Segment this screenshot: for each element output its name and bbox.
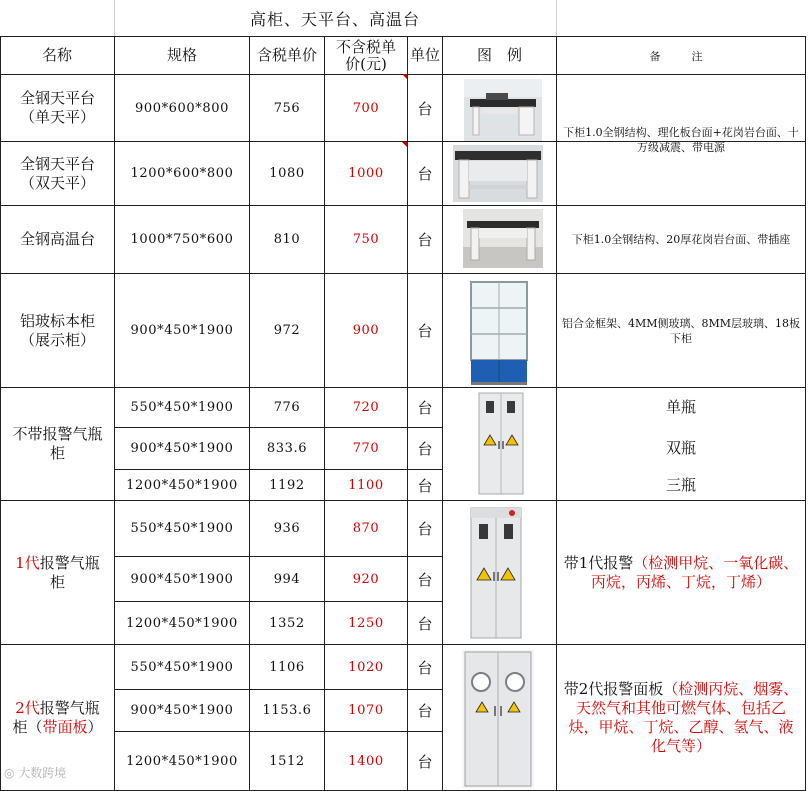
product-spec: 900*600*800 — [134, 100, 230, 116]
product-unit: 台 — [417, 165, 433, 183]
gas-row-unit: 台 — [417, 702, 433, 720]
gas-group-note-text — [563, 680, 799, 756]
header-name: 名称 — [41, 46, 72, 64]
product-price-tax: 810 — [273, 232, 301, 247]
product-spec: 1200*600*800 — [130, 166, 234, 181]
gas-row-price-notax: 1070 — [348, 703, 384, 718]
watermark-text: 大数跨境 — [18, 766, 67, 780]
product-price-notax: 900 — [352, 323, 380, 338]
gas-row-note: 单瓶 — [665, 398, 696, 416]
gas-group-note-text — [563, 554, 799, 592]
note-high-temp: 下柜1.0全钢结构、20厚花岗岩台面、带插座 — [571, 233, 791, 246]
gas-row-price-notax: 770 — [352, 441, 380, 456]
product-spec: 1000*750*600 — [130, 232, 234, 247]
product-price-notax: 700 — [352, 100, 380, 116]
balance-table-double-icon — [453, 145, 543, 202]
gas-row-unit: 台 — [417, 476, 433, 495]
gas-row-price-notax: 1100 — [348, 477, 384, 493]
gas-group-name-main: 报警气瓶 — [39, 553, 100, 572]
gas-row-unit: 台 — [417, 440, 433, 458]
gas-row-price-tax: 1192 — [269, 477, 305, 493]
gas-group-name-close: ） — [87, 717, 103, 736]
product-name-line2: （单天平） — [19, 108, 95, 126]
balance-table-icon — [464, 79, 542, 141]
gas-row-price-notax: 1020 — [348, 659, 384, 675]
gas-group-name — [1, 501, 114, 644]
note-balance: 下柜1.0全钢结构、理化板台面+花岗岩台面、十万级减震、带电源 — [563, 126, 799, 154]
product-unit: 台 — [417, 231, 433, 249]
watermark-logo-icon: ◎ — [4, 766, 19, 780]
gas-row-spec: 550*450*1900 — [130, 521, 234, 536]
gas-row-spec: 1200*450*1900 — [126, 753, 238, 769]
gas-row-price-notax: 1250 — [348, 615, 384, 631]
gas-group-name-line2: 柜 — [49, 572, 65, 591]
gas-group-gen-label: 2代 — [15, 698, 40, 717]
gas-row-price-tax: 1153.6 — [262, 703, 312, 718]
gas-group-name-line1 — [15, 554, 100, 573]
gas-group-note-detail: （检测甲烷、一氧化碳、丙烷，丙烯、丁烷，丁烯） — [590, 553, 799, 591]
gas-row-unit: 台 — [417, 752, 433, 771]
display-cabinet-icon — [468, 278, 530, 386]
gas-row-price-tax: 776 — [273, 400, 301, 415]
gas-group-name — [1, 388, 114, 500]
header-image: 图 例 — [476, 46, 522, 64]
gas-row-spec: 900*450*1900 — [130, 571, 234, 587]
gas-row-spec: 1200*450*1900 — [126, 615, 238, 631]
gas-row-note: 双瓶 — [665, 439, 696, 457]
gas-row-unit: 台 — [417, 658, 433, 677]
gas-row-price-tax: 994 — [273, 571, 301, 587]
gas-row-price-notax: 720 — [352, 400, 380, 415]
gas-row-spec: 550*450*1900 — [130, 400, 234, 415]
header-price-notax-line2: 价(元) — [345, 54, 387, 73]
gas-group-gen-label: 1代 — [15, 553, 40, 572]
gas-group-name-line2 — [12, 718, 102, 737]
grid-line — [442, 36, 443, 791]
product-spec: 900*450*1900 — [130, 323, 234, 338]
product-price-tax: 972 — [273, 323, 301, 338]
header-spec: 规格 — [166, 46, 197, 64]
gas-row-price-notax: 1400 — [348, 753, 384, 769]
gas-row-spec: 900*450*1900 — [130, 703, 234, 718]
product-name-line2: （双天平） — [19, 173, 95, 192]
product-name — [1, 142, 114, 205]
gas-group-name-line2-main: 柜（ — [12, 717, 43, 736]
gas-row-price-tax: 1106 — [269, 659, 305, 675]
gas-row-price-tax: 1512 — [269, 753, 305, 769]
gas-row-price-notax: 920 — [352, 571, 380, 587]
gas-group-name-line2: 柜 — [49, 444, 65, 462]
product-name-line1: 全钢天平台 — [19, 89, 95, 107]
sheet-title: 高柜、天平台、高温台 — [249, 9, 420, 29]
product-price-tax: 756 — [273, 100, 301, 116]
product-name: 全钢高温台 — [19, 230, 95, 248]
gas-row-unit: 台 — [417, 570, 433, 589]
header-price-notax — [325, 37, 407, 74]
gas-group-name-line1 — [15, 699, 100, 718]
gas-group-note-main: 带2代报警面板 — [563, 679, 664, 698]
product-name — [1, 274, 114, 387]
panel-gas-cabinet-icon — [462, 650, 534, 788]
gas-row-unit: 台 — [417, 614, 433, 633]
header-price-tax: 含税单价 — [256, 46, 317, 64]
product-unit: 台 — [417, 322, 433, 340]
product-name — [1, 75, 114, 141]
gas-row-unit: 台 — [417, 520, 433, 538]
gas-group-note — [557, 501, 805, 644]
gas-group-name-main: 报警气瓶 — [39, 698, 100, 717]
note-display: 铝合金框架、4MM侧玻璃、8MM层玻璃、18板下柜 — [561, 316, 801, 345]
header-price-notax-line1: 不含税单 — [335, 37, 396, 56]
product-price-notax: 750 — [352, 232, 380, 247]
gas-row-unit: 台 — [417, 399, 433, 417]
gas-group-name-suffix: 带面板 — [42, 717, 88, 736]
high-temp-table-icon — [463, 209, 543, 268]
gas-row-price-tax: 936 — [273, 521, 301, 536]
gas-row-spec: 900*450*1900 — [130, 441, 234, 456]
gas-cabinet-icon — [476, 391, 526, 497]
gas-row-price-tax: 1352 — [269, 615, 305, 631]
header-unit: 单位 — [409, 46, 440, 64]
product-unit: 台 — [417, 99, 433, 118]
watermark — [4, 764, 66, 781]
header-note: 备 注 — [649, 49, 713, 63]
product-name-line2: （展示柜） — [19, 330, 95, 349]
gas-row-price-notax: 870 — [352, 521, 380, 536]
alarm-gas-cabinet-icon — [468, 506, 524, 642]
gas-group-note-detail: （检测丙烷、烟雾、天然气和其他可燃气体、包括乙炔，甲烷、丁烷、乙醇、氢气、液化气等） — [568, 679, 799, 755]
gas-group-note — [557, 645, 805, 790]
product-price-notax: 1000 — [348, 166, 384, 181]
gas-group-name-line1: 不带报警气瓶 — [12, 425, 103, 443]
product-name-line1: 铝玻标本柜 — [19, 311, 95, 330]
gas-group-note-main: 带1代报警 — [563, 553, 634, 572]
product-name-line1: 全钢天平台 — [19, 154, 95, 173]
gas-row-note: 三瓶 — [665, 475, 696, 494]
grid-line — [805, 36, 806, 791]
gas-row-spec: 550*450*1900 — [130, 659, 234, 675]
grid-line — [556, 0, 557, 36]
gas-row-spec: 1200*450*1900 — [126, 477, 238, 493]
product-price-tax: 1080 — [269, 166, 305, 181]
gas-row-price-tax: 833.6 — [266, 441, 308, 456]
